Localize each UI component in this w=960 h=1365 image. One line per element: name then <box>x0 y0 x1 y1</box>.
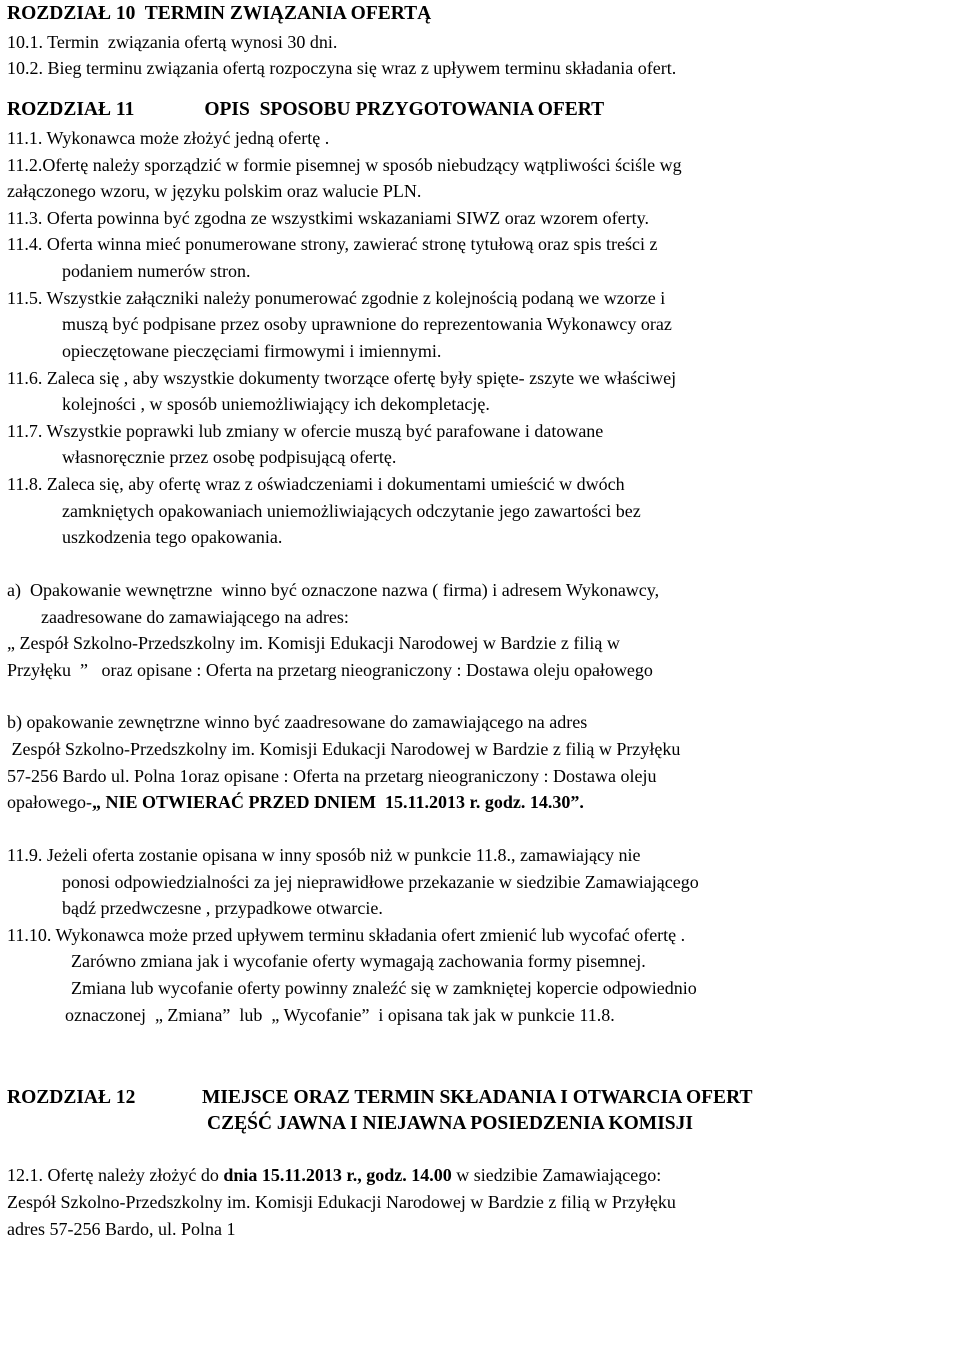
chapter-12-title-line1: MIEJSCE ORAZ TERMIN SKŁADANIA I OTWARCIA OFERT <box>202 1087 753 1109</box>
item-a-line3: „ Zespół Szkolno-Przedszkolny im. Komisji Edukacji Narodowej w Bardzie z filią w <box>7 633 620 654</box>
paragraph-11-2-line2: załączonego wzoru, w języku polskim oraz walucie PLN. <box>7 181 422 202</box>
paragraph-12-1-location: w siedzibie Zamawiającego: <box>451 1165 662 1186</box>
paragraph-11-8-line2: zamkniętych opakowaniach uniemożliwiających odczytanie jego zawartości bez <box>62 500 641 521</box>
item-a-line2: zaadresowane do zamawiającego na adres: <box>41 606 349 627</box>
paragraph-11-2-line1: 11.2.Ofertę należy sporządzić w formie pisemnej w sposób niebudzący wątpliwości ściśle wg <box>7 154 682 175</box>
item-b-line4 <box>7 789 955 816</box>
paragraph-11-6-line1: 11.6. Zaleca się , aby wszystkie dokumenty tworzące ofertę były spięte- zszyte we właściwej <box>7 367 677 388</box>
paragraph-11-8-line1: 11.8. Zaleca się, aby ofertę wraz z oświadczeniami i dokumentami umieścić w dwóch <box>7 474 625 495</box>
item-b-line1: b) opakowanie zewnętrzne winno być zaadresowane do zamawiającego na adres <box>7 712 588 733</box>
paragraph-11-5-line1: 11.5. Wszystkie załączniki należy ponumerować zgodnie z kolejnością podaną we wzorze i <box>7 287 666 308</box>
item-b-line4-prefix: opałowego- <box>7 792 92 813</box>
document-page <box>7 0 955 1242</box>
paragraph-11-9-line1: 11.9. Jeżeli oferta zostanie opisana w inny sposób niż w punkcie 11.8., zamawiający nie <box>7 844 641 865</box>
paragraph-11-4-line2: podaniem numerów stron. <box>62 261 251 282</box>
chapter-12-label: ROZDZIAŁ 12 <box>7 1087 136 1109</box>
deadline-date: dnia 15.11.2013 r., godz. 14.00 <box>223 1165 452 1186</box>
do-not-open-notice: „ NIE OTWIERAĆ PRZED DNIEM 15.11.2013 r. godz. 14.30”. <box>91 792 584 813</box>
item-b-line2: Zespół Szkolno-Przedszkolny im. Komisji Edukacji Narodowej w Bardzie z filią w Przyłęku <box>7 739 681 760</box>
item-b-line3: 57-256 Bardo ul. Polna 1oraz opisane : Oferta na przetarg nieograniczony : Dostawa oleju <box>7 765 657 786</box>
item-a-line4: Przyłęku ” oraz opisane : Oferta na przetarg nieograniczony : Dostawa oleju opałowego <box>7 659 653 680</box>
paragraph-10-2: 10.2. Bieg terminu związania ofertą rozpoczyna się wraz z upływem terminu składania ofert. <box>7 58 677 79</box>
paragraph-11-7-line2: własnoręcznie przez osobę podpisującą ofertę. <box>62 447 397 468</box>
paragraph-11-1: 11.1. Wykonawca może złożyć jedną ofertę . <box>7 127 330 148</box>
paragraph-11-7-line1: 11.7. Wszystkie poprawki lub zmiany w ofercie muszą być parafowane i datowane <box>7 420 604 441</box>
paragraph-11-10-line1: 11.10. Wykonawca może przed upływem terminu składania ofert zmienić lub wycofać ofertę . <box>7 924 686 945</box>
chapter-11-title: OPIS SPOSOBU PRZYGOTOWANIA OFERT <box>204 99 605 121</box>
paragraph-11-6-line2: kolejności , w sposób uniemożliwiający ich dekompletację. <box>62 394 490 415</box>
paragraph-12-1-intro: 12.1. Ofertę należy złożyć do <box>7 1165 224 1186</box>
paragraph-11-3: 11.3. Oferta powinna być zgodna ze wszystkimi wskazaniami SIWZ oraz wzorem oferty. <box>7 207 649 228</box>
chapter-11-label: ROZDZIAŁ 11 <box>7 99 135 121</box>
paragraph-11-5-line3: opieczętowane pieczęciami firmowymi i imiennymi. <box>62 340 442 361</box>
paragraph-11-9-line2: ponosi odpowiedzialności za jej nieprawidłowe przekazanie w siedzibie Zamawiającego <box>62 871 699 892</box>
chapter-10-heading: ROZDZIAŁ 10 TERMIN ZWIĄZANIA OFERTĄ <box>7 3 432 24</box>
chapter-12-title-line2: CZĘŚĆ JAWNA I NIEJAWNA POSIEDZENIA KOMISJI <box>207 1113 693 1135</box>
paragraph-12-1-line2: Zespół Szkolno-Przedszkolny im. Komisji Edukacji Narodowej w Bardzie z filią w Przyłęku <box>7 1191 676 1212</box>
chapter-12-heading <box>7 1078 955 1136</box>
paragraph-11-9-line3: bądź przedwczesne , przypadkowe otwarcie. <box>62 898 383 919</box>
item-a-line1: a) Opakowanie wewnętrzne winno być oznaczone nazwa ( firma) i adresem Wykonawcy, <box>7 579 660 600</box>
paragraph-11-5-line2: muszą być podpisane przez osoby uprawnione do reprezentowania Wykonawcy oraz <box>62 314 672 335</box>
paragraph-11-10-line2: Zarówno zmiana jak i wycofanie oferty wymagają zachowania formy pisemnej. <box>71 951 646 972</box>
paragraph-12-1-line3: adres 57-256 Bardo, ul. Polna 1 <box>7 1218 236 1239</box>
paragraph-12-1-line1 <box>7 1162 955 1189</box>
paragraph-10-1: 10.1. Termin związania ofertą wynosi 30 dni. <box>7 31 338 52</box>
paragraph-11-4-line1: 11.4. Oferta winna mieć ponumerowane strony, zawierać stronę tytułową oraz spis treści z <box>7 234 658 255</box>
chapter-11-heading <box>7 96 955 125</box>
paragraph-11-8-line3: uszkodzenia tego opakowania. <box>62 527 283 548</box>
paragraph-11-10-line3: Zmiana lub wycofanie oferty powinny znaleźć się w zamkniętej kopercie odpowiednio <box>71 978 697 999</box>
paragraph-11-10-line4: oznaczonej „ Zmiana” lub „ Wycofanie” i opisana tak jak w punkcie 11.8. <box>65 1004 615 1025</box>
